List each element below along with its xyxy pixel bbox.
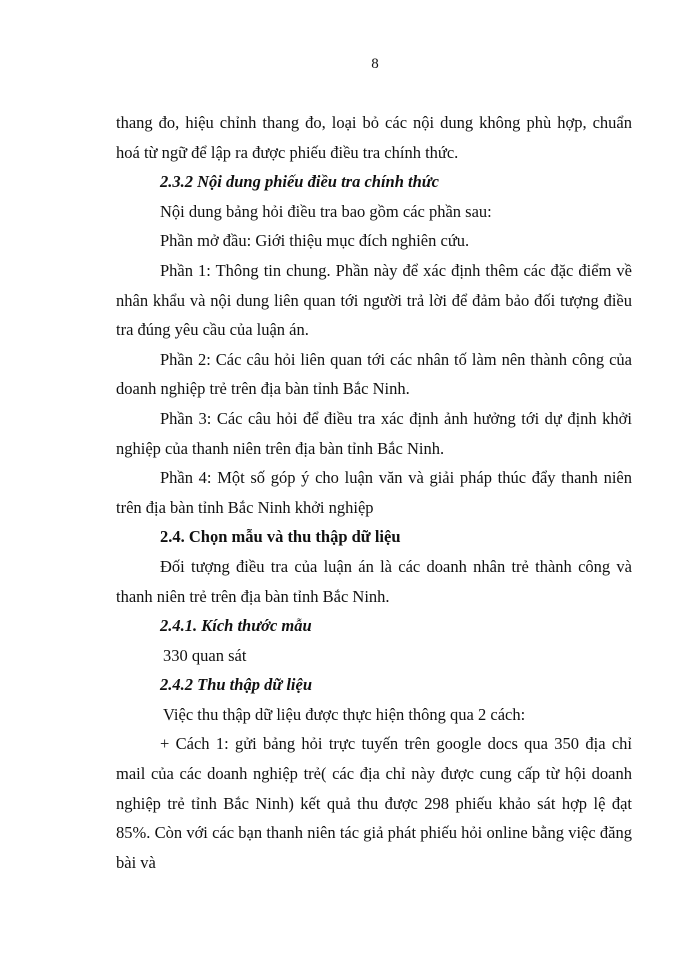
paragraph-questionnaire-intro: Nội dung bảng hỏi điều tra bao gồm các phần sau: xyxy=(160,201,492,221)
paragraph-part-4: Phần 4: Một số góp ý cho luận văn và giải pháp thúc đẩy thanh niên trên địa bàn tỉnh Bắc Ninh khởi nghiệp xyxy=(116,468,632,517)
heading-2-4: 2.4. Chọn mẫu và thu thập dữ liệu xyxy=(160,527,401,547)
paragraph-continuation: thang đo, hiệu chỉnh thang đo, loại bỏ các nội dung không phù hợp, chuẩn hoá từ ngữ để lập ra được phiếu điều tra chính thức. xyxy=(116,113,632,162)
paragraph-part-3: Phần 3: Các câu hỏi để điều tra xác định ảnh hưởng tới dự định khởi nghiệp của thanh niên trên địa bàn tỉnh Bắc Ninh. xyxy=(116,408,632,458)
heading-2-4-2: 2.4.2 Thu thập dữ liệu xyxy=(160,675,312,695)
paragraph-collection-methods: Việc thu thập dữ liệu được thực hiện thông qua 2 cách: xyxy=(163,704,526,724)
heading-2-3-2: 2.3.2 Nội dung phiếu điều tra chính thức xyxy=(160,172,439,192)
heading-2-4-1: 2.4.1. Kích thước mẫu xyxy=(160,616,312,636)
document-body xyxy=(116,108,632,877)
page-number: 8 xyxy=(371,56,379,72)
paragraph-survey-subjects: Đối tượng điều tra của luận án là các doanh nhân trẻ thành công và thanh niên trẻ trên địa bàn tỉnh Bắc Ninh. xyxy=(116,556,632,606)
paragraph-part-1: Phần 1: Thông tin chung. Phần này để xác định thêm các đặc điểm về nhân khẩu và nội dung liên quan tới người trả lời để đảm bảo đối tượng điều tra đúng yêu cầu của luận án. xyxy=(116,260,632,340)
paragraph-sample-size: 330 quan sát xyxy=(163,645,247,665)
paragraph-opening-part: Phần mở đầu: Giới thiệu mục đích nghiên cứu. xyxy=(160,231,470,251)
paragraph-method-1: + Cách 1: gửi bảng hỏi trực tuyến trên google docs qua 350 địa chỉ mail của các doanh nghiệp trẻ( các địa chỉ này được cung cấp từ hội doanh nghiệp trẻ tỉnh Bắc Ninh) kết quả thu được 298 phiếu khảo sát hợp lệ đạt 85%. Còn với các bạn thanh niên tác giả phát phiếu hỏi online bằng việc đăng bài và xyxy=(116,734,632,872)
paragraph-part-2: Phần 2: Các câu hỏi liên quan tới các nhân tố làm nên thành công của doanh nghiệp trẻ trên địa bàn tỉnh Bắc Ninh. xyxy=(116,349,632,399)
